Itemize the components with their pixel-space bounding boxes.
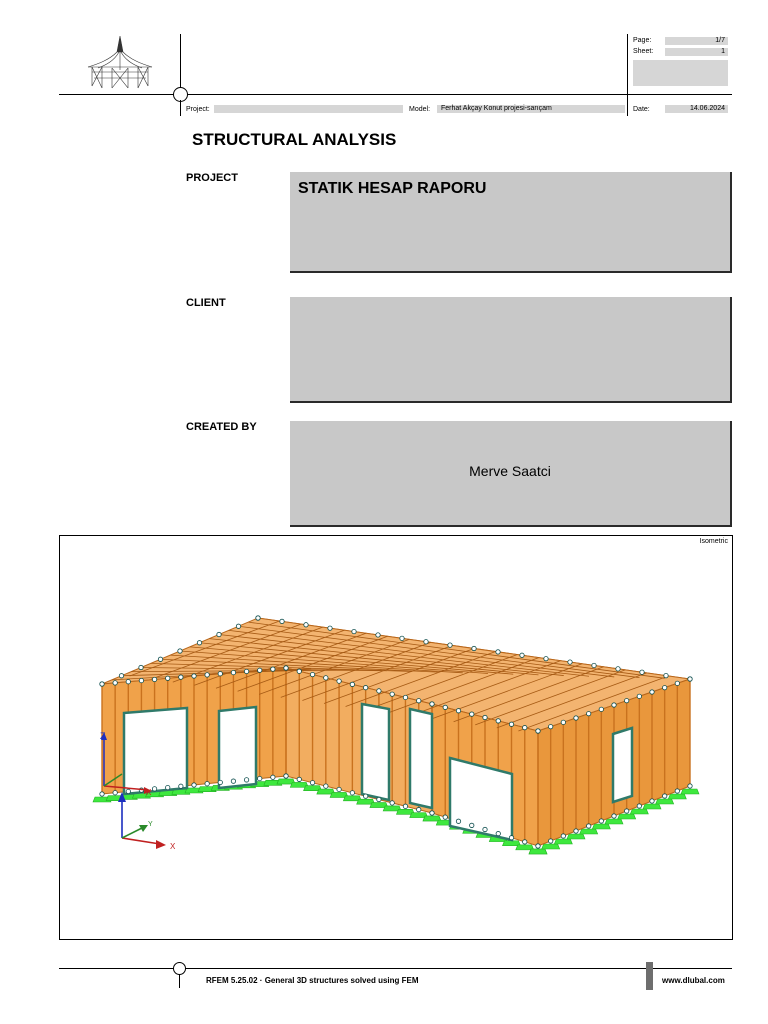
node-marker (152, 787, 156, 791)
node-marker (244, 669, 248, 673)
node-marker (258, 668, 262, 672)
node-marker (324, 676, 328, 680)
node-marker (483, 827, 487, 831)
support-marker (592, 824, 610, 829)
node-marker (297, 777, 301, 781)
node-marker (377, 797, 381, 801)
created-by-section-label: CREATED BY (186, 421, 257, 433)
axis-x-label-small: X (146, 788, 152, 797)
node-marker (443, 705, 447, 709)
node-marker (561, 834, 565, 838)
wall-panels (102, 618, 690, 846)
node-marker (139, 678, 143, 682)
sheet-value: 1 (665, 48, 728, 56)
header-logo (84, 34, 156, 90)
footer-rule (59, 968, 732, 969)
node-marker (403, 804, 407, 808)
node-marker (192, 783, 196, 787)
node-marker (523, 725, 527, 729)
created-by-value: Merve Saatci (469, 463, 551, 479)
node-marker (126, 680, 130, 684)
node-marker (390, 692, 394, 696)
node-marker (662, 685, 666, 689)
node-marker (304, 623, 308, 627)
node-marker (448, 643, 452, 647)
node-marker (271, 667, 275, 671)
node-marker (352, 629, 356, 633)
model-label: Model: (409, 106, 431, 113)
model-field: Ferhat Akçay Konut projesi-sarıçam (437, 105, 625, 113)
axis-y-label: Y (148, 821, 153, 828)
support-marker (529, 849, 547, 854)
node-marker (664, 673, 668, 677)
header-divider-vertical (180, 34, 181, 88)
footer-divider (179, 974, 180, 988)
node-marker (523, 840, 527, 844)
node-marker (544, 656, 548, 660)
node-marker (179, 675, 183, 679)
node-marker (113, 791, 117, 795)
node-marker (470, 823, 474, 827)
node-marker (483, 715, 487, 719)
node-marker (205, 673, 209, 677)
node-marker (443, 815, 447, 819)
node-marker (520, 653, 524, 657)
node-marker (119, 674, 123, 678)
node-marker (113, 681, 117, 685)
node-marker (139, 665, 143, 669)
header-rule (59, 94, 732, 95)
project-section-label: PROJECT (186, 172, 238, 184)
node-marker (218, 672, 222, 676)
node-marker (284, 774, 288, 778)
node-marker (612, 814, 616, 818)
header-right-divider (627, 34, 628, 116)
support-marker (656, 799, 674, 804)
client-box (290, 297, 732, 403)
node-marker (377, 689, 381, 693)
tent-structure-logo-icon (84, 34, 156, 90)
node-marker (337, 787, 341, 791)
footer-marker-bar (646, 962, 653, 990)
header-divider-lower (180, 100, 181, 116)
page-value: 1/7 (665, 37, 728, 45)
project-box-value: STATIK HESAP RAPORU (298, 180, 487, 197)
node-marker (126, 789, 130, 793)
node-marker (178, 649, 182, 653)
isometric-view-frame (59, 535, 733, 940)
node-marker (612, 703, 616, 707)
node-marker (616, 667, 620, 671)
node-marker (430, 702, 434, 706)
structure-3d-model (60, 536, 732, 939)
node-marker (100, 682, 104, 686)
node-marker (650, 690, 654, 694)
node-marker (280, 619, 284, 623)
node-marker (350, 682, 354, 686)
header-blank-field (633, 60, 728, 86)
node-marker (363, 685, 367, 689)
support-marker (542, 844, 560, 849)
node-marker (417, 807, 421, 811)
node-marker (536, 844, 540, 848)
node-marker (424, 640, 428, 644)
project-field (214, 105, 403, 113)
node-marker (548, 724, 552, 728)
support-marker (580, 829, 598, 834)
node-marker (350, 791, 354, 795)
node-marker (650, 799, 654, 803)
node-marker (509, 836, 513, 840)
node-marker (496, 719, 500, 723)
axis-x-label: X (170, 842, 176, 851)
page-label: Page: (633, 37, 652, 44)
node-marker (231, 670, 235, 674)
node-marker (218, 780, 222, 784)
door-opening-2 (362, 704, 389, 800)
node-marker (496, 650, 500, 654)
node-marker (166, 676, 170, 680)
node-marker (256, 616, 260, 620)
node-marker (310, 781, 314, 785)
node-marker (688, 784, 692, 788)
node-marker (548, 839, 552, 843)
support-marker (605, 819, 623, 824)
node-marker (244, 778, 248, 782)
node-marker (509, 722, 513, 726)
support-marker (618, 814, 636, 819)
node-marker (568, 660, 572, 664)
node-marker (561, 720, 565, 724)
node-marker (472, 646, 476, 650)
node-marker (675, 789, 679, 793)
node-marker (100, 792, 104, 796)
node-marker (324, 784, 328, 788)
date-label: Date: (633, 106, 650, 113)
axis-triad-main (118, 792, 176, 851)
support-marker (668, 794, 686, 799)
door-opening-4 (613, 728, 632, 802)
node-marker (430, 811, 434, 815)
node-marker (470, 712, 474, 716)
node-marker (403, 695, 407, 699)
node-marker (192, 674, 196, 678)
created-by-box (290, 421, 732, 527)
node-marker (599, 819, 603, 823)
support-marker (643, 804, 661, 809)
node-marker (456, 819, 460, 823)
footer-software-text: RFEM 5.25.02 · General 3D structures solved using FEM (206, 976, 419, 985)
node-marker (592, 663, 596, 667)
node-marker (417, 699, 421, 703)
support-marker (567, 834, 585, 839)
support-marker (630, 809, 648, 814)
window-opening-2 (410, 709, 432, 808)
node-marker (599, 707, 603, 711)
node-marker (284, 666, 288, 670)
node-marker (624, 698, 628, 702)
node-marker (166, 785, 170, 789)
node-marker (236, 624, 240, 628)
client-section-label: CLIENT (186, 297, 226, 309)
node-marker (574, 716, 578, 720)
node-marker (179, 784, 183, 788)
node-marker (297, 669, 301, 673)
node-marker (624, 809, 628, 813)
node-marker (363, 794, 367, 798)
node-marker (662, 794, 666, 798)
isometric-view-label: Isometric (699, 538, 728, 545)
window-opening-1 (124, 708, 187, 794)
date-value: 14.06.2024 (665, 105, 728, 113)
footer-website-link[interactable]: www.dlubal.com (662, 976, 725, 985)
node-marker (574, 829, 578, 833)
node-marker (258, 776, 262, 780)
node-marker (205, 782, 209, 786)
node-marker (675, 681, 679, 685)
node-marker (310, 672, 314, 676)
node-marker (496, 831, 500, 835)
support-marker (554, 839, 572, 844)
node-marker (637, 804, 641, 808)
node-marker (390, 801, 394, 805)
node-marker (536, 729, 540, 733)
node-marker (640, 670, 644, 674)
node-marker (217, 632, 221, 636)
node-marker (586, 824, 590, 828)
node-marker (637, 694, 641, 698)
node-marker (197, 641, 201, 645)
project-box (290, 172, 732, 273)
node-marker (456, 709, 460, 713)
node-marker (400, 636, 404, 640)
node-marker (158, 657, 162, 661)
axis-z-label-small: Z (100, 731, 106, 741)
node-marker (271, 775, 275, 779)
project-label: Project: (186, 106, 210, 113)
node-marker (688, 677, 692, 681)
support-marker (681, 789, 699, 794)
door-opening-1 (219, 707, 256, 788)
node-marker (337, 679, 341, 683)
document-title: STRUCTURAL ANALYSIS (192, 130, 397, 149)
node-marker (376, 633, 380, 637)
sheet-label: Sheet: (633, 48, 654, 55)
node-marker (328, 626, 332, 630)
node-marker (152, 677, 156, 681)
node-marker (586, 711, 590, 715)
node-marker (231, 779, 235, 783)
